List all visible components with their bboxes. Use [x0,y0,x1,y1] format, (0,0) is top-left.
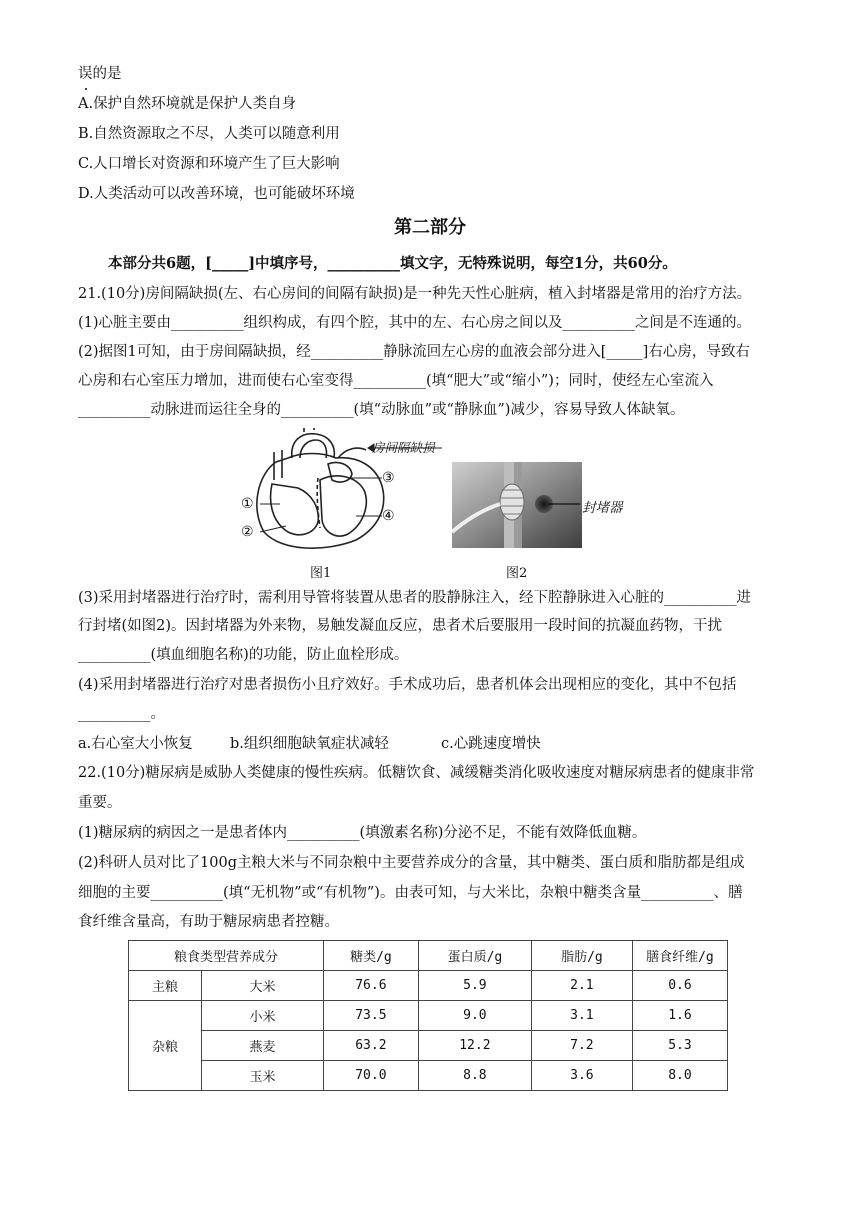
table-cell: 5.3 [632,1031,727,1061]
q21-part1: (1)心脏主要由__________组织构成，有四个腔，其中的左、右心房之间以及__________之间是不连通的。 [78,315,752,331]
q22-stem-line1: 22.(10分)糖尿病是威胁人类健康的慢性疾病。低糖饮食、减缓糖类消化吸收速度对糖尿病患者的健康非常 [78,765,755,781]
q22-part2-line1: (2)科研人员对比了100g主粮大米与不同杂粮中主要营养成分的含量，其中糖类、蛋白质和脂肪都是组成 [78,855,745,871]
table-row [129,971,728,1001]
occluder-photo [452,462,582,548]
q20-stem-end: 误的是 [78,66,122,82]
table-cell: 1.6 [632,1001,727,1031]
q21-part2-line3: __________动脉进而运往全身的__________(填“动脉血”或“静脉血”)减少，容易导致人体缺氧。 [78,402,685,418]
marker-1: ① [241,496,254,512]
table-cell: 7.2 [531,1031,632,1061]
q20-option-b: B.自然资源取之不尽，人类可以随意利用 [78,126,340,142]
grain-group-label: 杂粮 [129,1001,202,1091]
q20-option-c: C.人口增长对资源和环境产生了巨大影响 [78,156,340,172]
q21-part2-line2: 心房和右心室压力增加，进而使右心室变得__________(填“肥大”或“缩小”)；同时，使经左心室流入 [78,373,714,389]
q21-part4-line2: __________。 [78,706,165,722]
section-title: 第二部分 [394,217,466,238]
grain-name: 小米 [202,1001,324,1031]
nutrition-table [128,940,728,1091]
q21-part2-line1: (2)据图1可知，由于房间隔缺损，经__________静脉流回左心房的血液会部分进入[_____]右心房，导致右 [78,344,750,360]
table-cell: 5.9 [418,971,531,1001]
q22-part2-line2: 细胞的主要__________(填“无机物”或“有机物”)。由表可知，与大米比，杂粮中糖类含量__________、膳 [78,885,743,901]
table-cell: 73.5 [323,1001,418,1031]
table-row [129,1031,728,1061]
table-row [129,1001,728,1031]
table-header-cell: 膳食纤维/g [632,941,727,971]
table-cell: 0.6 [632,971,727,1001]
table-cell: 8.8 [418,1061,531,1091]
q21-part4-line1: (4)采用封堵器进行治疗对患者损伤小且疗效好。手术成功后，患者机体会出现相应的变化，其中不包括 [78,677,737,693]
table-header-cell: 脂肪/g [531,941,632,971]
table-cell: 63.2 [323,1031,418,1061]
marker-2: ② [241,524,254,540]
grain-name: 大米 [202,971,324,1001]
q21-part3-line2: 行封堵(如图2)。因封堵器为外来物，易触发凝血反应，患者术后要服用一段时间的抗凝血药物，干扰 [78,618,723,634]
grain-group-label: 主粮 [129,971,202,1001]
q22-part1: (1)糖尿病的病因之一是患者体内__________(填激素名称)分泌不足，不能有效降低血糖。 [78,825,647,841]
table-header-row [129,941,728,971]
table-header-cell: 粮食类型营养成分 [129,941,324,971]
table-cell: 3.1 [531,1001,632,1031]
defect-label: 房间隔缺损 [372,440,435,455]
marker-3: ③ [382,470,395,486]
table-cell: 70.0 [323,1061,418,1091]
device-label: 封堵器 [582,500,623,516]
marker-4: ④ [382,508,395,524]
table-cell: 2.1 [531,971,632,1001]
section-instructions: 本部分共6题，[_____]中填序号，__________填文字，无特殊说明，每空1分，共60分。 [108,255,677,272]
grain-name: 玉米 [202,1061,324,1091]
q21-option-c: c.心跳速度增快 [441,736,541,752]
table-row [129,1061,728,1091]
q21-option-a: a.右心室大小恢复 [78,736,193,752]
q21-part3-line1: (3)采用封堵器进行治疗时，需利用导管将装置从患者的股静脉注入，经下腔静脉进入心脏的__________进 [78,590,752,606]
table-cell: 3.6 [531,1061,632,1091]
q21-stem: 21.(10分)房间隔缺损(左、右心房间的间隔有缺损)是一种先天性心脏病，植入封堵器是常用的治疗方法。 [78,286,752,302]
q22-stem-line2: 重要。 [78,795,122,811]
table-cell: 9.0 [418,1001,531,1031]
table-header-cell: 糖类/g [323,941,418,971]
grain-name: 燕麦 [202,1031,324,1061]
q21-option-b: b.组织细胞缺氧症状减轻 [230,736,389,752]
q20-option-a: A.保护自然环境就是保护人类自身 [78,96,297,112]
figure2-caption: 图2 [506,566,528,581]
table-cell: 12.2 [418,1031,531,1061]
q22-part2-line3: 食纤维含量高，有助于糖尿病患者控糖。 [78,914,339,930]
table-cell: 76.6 [323,971,418,1001]
table-header-cell: 蛋白质/g [418,941,531,971]
q20-option-d: D.人类活动可以改善环境，也可能破坏环境 [78,186,355,202]
figure1-caption: 图1 [310,566,332,581]
table-cell: 8.0 [632,1061,727,1091]
q21-part3-line3: __________(填血细胞名称)的功能，防止血栓形成。 [78,647,409,663]
emphasis-dot [85,88,87,90]
